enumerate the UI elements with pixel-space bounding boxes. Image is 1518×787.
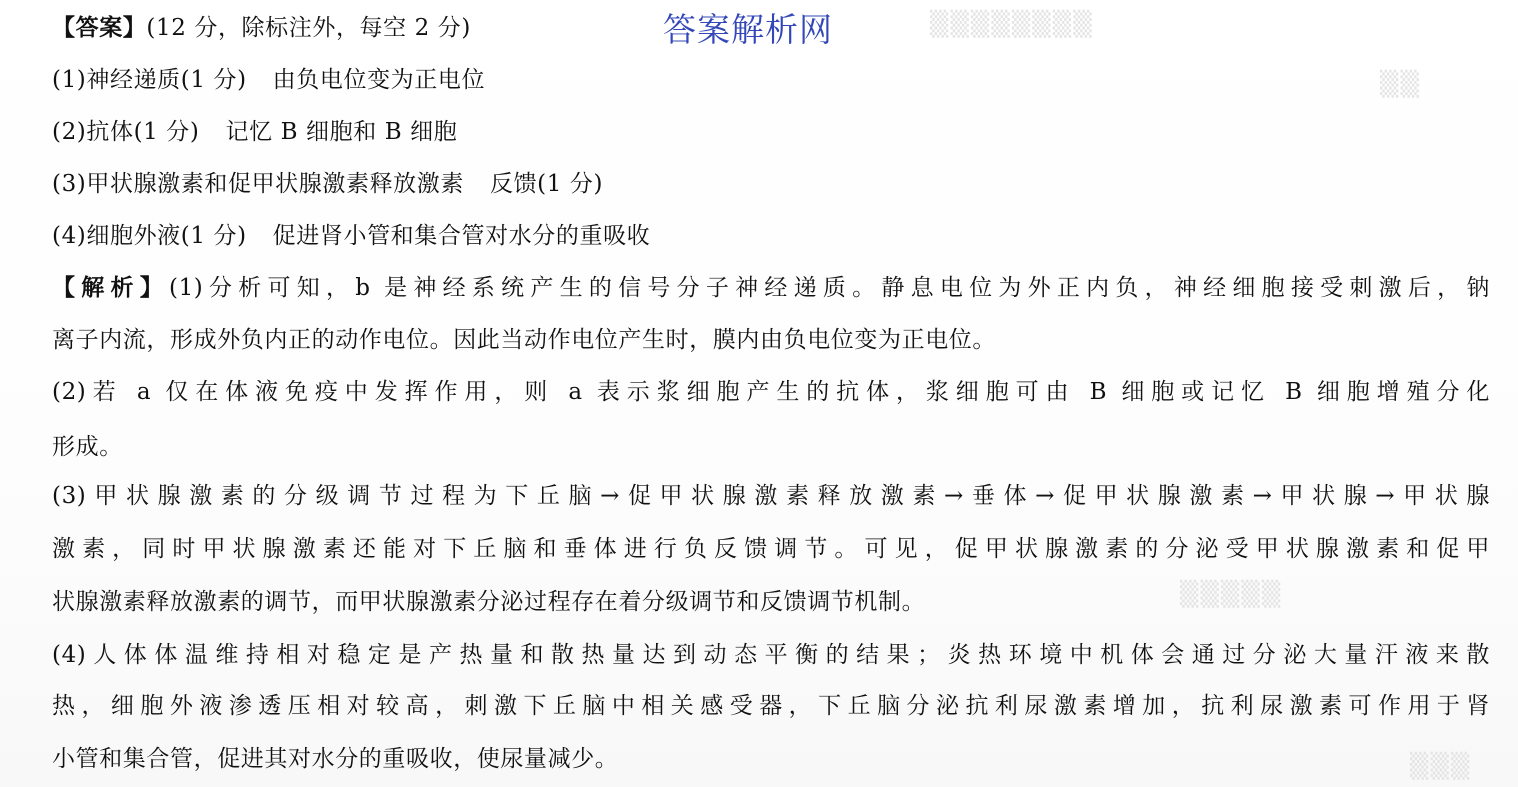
answer-item-rest: 记忆 B 细胞和 B 细胞 [225,119,458,145]
bleed-through-ghost: ▒▒▒ [1410,752,1472,780]
analysis-line-6 [52,533,1490,565]
analysis-line-10 [52,743,618,775]
analysis-line-4 [52,431,123,463]
answer-item-part: (4)细胞外液(1 分) [52,223,247,249]
bleed-through-ghost: ▒▒▒▒▒ [1180,580,1283,608]
analysis-text: 离子内流，形成外负内正的动作电位。因此当动作电位产生时，膜内由负电位变为正电位。 [52,327,996,353]
analysis-line-3 [52,376,1490,408]
analysis-line-2 [52,324,996,356]
answer-item-2 [52,116,457,148]
analysis-line-9 [52,690,1490,722]
answer-item-3 [52,168,603,200]
answer-heading [52,12,471,44]
analysis-text: (4)人体体温维持相对稳定是产热量和散热量达到动态平衡的结果；炎热环境中机体会通过分泌大量汗液来散 [52,642,1490,668]
answer-item-rest: 由负电位变为正电位 [272,67,486,93]
analysis-line-5 [52,480,1490,512]
answer-item-1 [52,64,485,96]
answer-item-part: (1)神经递质(1 分) [52,67,247,93]
answer-item-rest: 反馈(1 分) [489,171,604,197]
answer-item-part: (3)甲状腺激素和促甲状腺激素释放激素 [52,171,464,197]
analysis-text: 激素，同时甲状腺激素还能对下丘脑和垂体进行负反馈调节。可见，促甲状腺激素的分泌受甲状腺激素和促甲 [52,536,1490,562]
analysis-text: 小管和集合管，促进其对水分的重吸收，使尿量减少。 [52,746,619,772]
analysis-text: 形成。 [52,434,123,460]
analysis-line-7 [52,586,925,618]
answer-item-part: (2)抗体(1 分) [52,119,200,145]
analysis-text: 状腺激素释放激素的调节，而甲状腺激素分泌过程存在着分级调节和反馈调节机制。 [52,589,926,615]
analysis-label: 【解析】 [52,274,169,301]
answer-label: 【答案】 [52,14,147,41]
analysis-line-8 [52,639,1490,671]
bleed-through-ghost: ▒▒▒▒▒▒▒▒ [930,10,1094,38]
answer-item-4 [52,220,650,252]
analysis-text: (3)甲状腺激素的分级调节过程为下丘脑→促甲状腺激素释放激素→垂体→促甲状腺激素→甲状腺→甲状腺 [52,483,1490,509]
answer-scoring-note: (12 分，除标注外，每空 2 分) [146,15,471,41]
analysis-text: (1)分析可知，b 是神经系统产生的信号分子神经递质。静息电位为外正内负，神经细胞接受刺激后，钠 [169,275,1490,301]
analysis-text: 热，细胞外液渗透压相对较高，刺激下丘脑中相关感受器，下丘脑分泌抗利尿激素增加，抗利尿激素可作用于肾 [52,693,1490,719]
watermark-text: 答案解析网 [663,10,833,49]
analysis-text: (2)若 a 仅在体液免疫中发挥作用，则 a 表示浆细胞产生的抗体，浆细胞可由 B 细胞或记忆 B 细胞增殖分化 [52,379,1490,405]
analysis-line-1 [52,272,1490,304]
bleed-through-ghost: ▒▒ [1380,70,1421,98]
answer-item-rest: 促进肾小管和集合管对水分的重吸收 [272,223,651,249]
